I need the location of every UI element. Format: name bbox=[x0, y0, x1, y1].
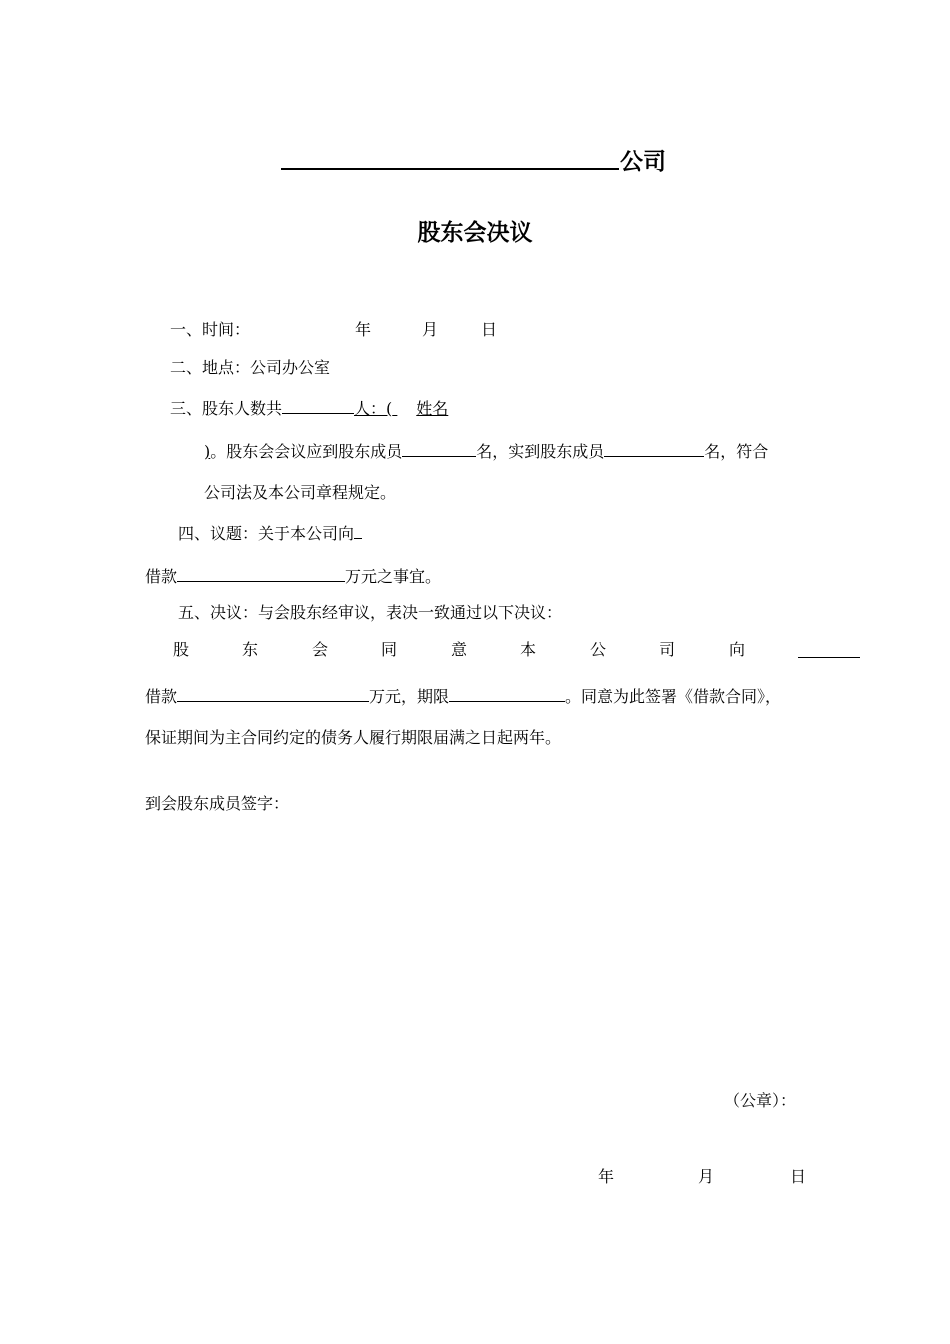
shareholders-line bbox=[170, 396, 448, 419]
loan2-prefix: 借款 bbox=[145, 687, 178, 706]
close-paren: ) bbox=[204, 442, 211, 461]
place-line: 二、地点：公司办公室 bbox=[170, 358, 331, 377]
resolution-char-4: 意 bbox=[451, 640, 468, 659]
attendance-b: 名，实到股东成员 bbox=[476, 442, 605, 461]
time-label: 一、时间： bbox=[170, 320, 251, 339]
page-title: 股东会决议 bbox=[417, 220, 533, 246]
attendance-a: 。股东会会议应到股东成员 bbox=[210, 442, 403, 461]
loan-term-blank[interactable] bbox=[449, 684, 565, 702]
time-month: 月 bbox=[422, 320, 439, 339]
actual-members-blank[interactable] bbox=[604, 439, 704, 457]
resolution-intro: 五、决议：与会股东经审议，表决一致通过以下决议： bbox=[178, 603, 563, 622]
resolution-char-8: 向 bbox=[729, 640, 746, 659]
guarantee-line: 保证期间为主合同约定的债务人履行期限届满之日起两年。 bbox=[145, 728, 562, 747]
shareholder-count-blank[interactable] bbox=[282, 396, 354, 414]
lender-blank[interactable] bbox=[354, 521, 362, 539]
resolution-char-2: 会 bbox=[312, 640, 329, 659]
shareholders-prefix: 三、股东人数共 bbox=[170, 399, 283, 418]
resolution-char-6: 公 bbox=[590, 640, 607, 659]
seal-label: （公章）： bbox=[724, 1091, 797, 1110]
time-day: 日 bbox=[481, 320, 498, 339]
loan2-amount-blank[interactable] bbox=[177, 684, 369, 702]
resolution-char-5: 本 bbox=[520, 640, 537, 659]
loan2-mid: 万元，期限 bbox=[369, 687, 450, 706]
compliance-line: 公司法及本公司章程规定。 bbox=[204, 483, 397, 502]
name-gap bbox=[392, 399, 416, 419]
loan2-line bbox=[145, 684, 781, 707]
resolution-char-0: 股 bbox=[173, 640, 190, 659]
loan-suffix: 万元之事宜。 bbox=[345, 567, 442, 586]
resolution-char-7: 司 bbox=[659, 640, 676, 659]
loan-prefix: 借款 bbox=[145, 567, 178, 586]
footer-day: 日 bbox=[790, 1167, 807, 1186]
resolution-lender-blank[interactable] bbox=[798, 640, 860, 658]
loan-amount-blank[interactable] bbox=[177, 564, 345, 582]
resolution-char-3: 同 bbox=[381, 640, 398, 659]
attendance-c: 名，符合 bbox=[704, 442, 769, 461]
signature-label: 到会股东成员签字： bbox=[145, 794, 290, 813]
shareholders-mid: 人：( bbox=[354, 399, 393, 418]
footer-year: 年 bbox=[598, 1167, 615, 1186]
footer-month: 月 bbox=[698, 1167, 715, 1186]
company-name-blank[interactable] bbox=[281, 168, 619, 170]
topic-line bbox=[178, 521, 362, 544]
name-label: 姓名 bbox=[416, 399, 449, 418]
company-suffix: 公司 bbox=[620, 149, 666, 175]
time-year: 年 bbox=[355, 320, 372, 339]
resolution-char-1: 东 bbox=[242, 640, 259, 659]
loan2-suffix: 。同意为此签署《借款合同》， bbox=[565, 687, 782, 706]
topic-text: 四、议题：关于本公司向 bbox=[178, 524, 355, 543]
expected-members-blank[interactable] bbox=[402, 439, 476, 457]
loan-line bbox=[145, 564, 441, 587]
attendance-line bbox=[204, 439, 768, 462]
